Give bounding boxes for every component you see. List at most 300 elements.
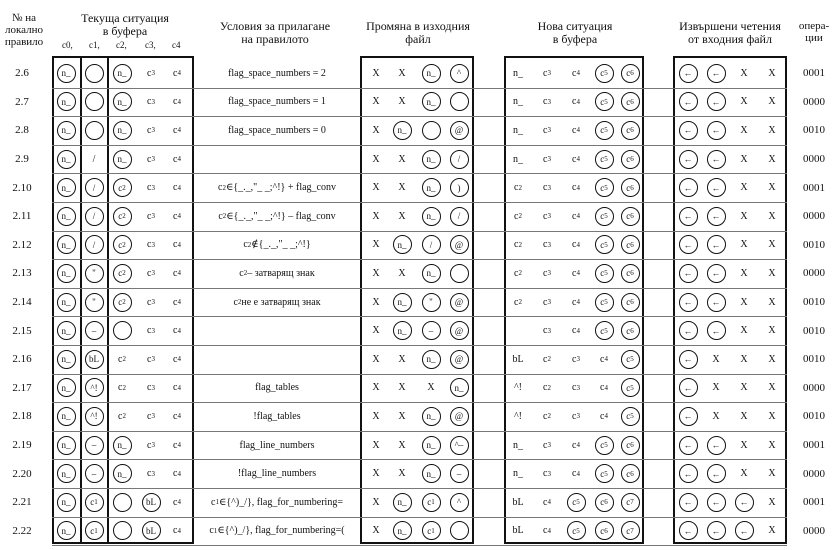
output-change-cell bbox=[390, 488, 414, 517]
circled-symbol: ← bbox=[679, 178, 698, 197]
read-cell bbox=[676, 259, 700, 288]
rule-condition: c 2 ∈{_._,"_ _;^!} – flag_conv bbox=[218, 210, 336, 222]
read-cell: X bbox=[712, 353, 720, 365]
output-change-cell bbox=[419, 459, 443, 488]
current-buffer-cell: c 3 bbox=[147, 239, 155, 251]
circled-symbol: ← bbox=[679, 293, 698, 312]
new-buffer-cell: c 2 bbox=[514, 296, 522, 308]
operation-code: 0000 bbox=[803, 153, 825, 166]
output-change-header bbox=[358, 20, 478, 46]
new-buffer-cell: c 2 bbox=[543, 410, 551, 422]
read-cell: X bbox=[740, 67, 748, 79]
rule-condition bbox=[196, 345, 358, 374]
current-buffer-cell bbox=[82, 59, 106, 88]
read-cell: X bbox=[768, 124, 776, 136]
circled-symbol bbox=[422, 121, 441, 140]
read-cell: X bbox=[740, 124, 748, 136]
circled-symbol: c 7 bbox=[621, 521, 640, 540]
output-change-cell: X bbox=[372, 439, 380, 451]
new-buffer-cell bbox=[592, 173, 616, 202]
output-change-cell: X bbox=[427, 382, 435, 394]
new-buffer-cell: bL bbox=[512, 496, 524, 508]
read-cell bbox=[676, 116, 700, 145]
rule-condition bbox=[196, 145, 358, 174]
circled-symbol: c 2 bbox=[113, 178, 132, 197]
new-buffer-cell bbox=[592, 231, 616, 260]
current-buffer-cell: c 3 bbox=[147, 267, 155, 279]
new-buffer-cell: ^! bbox=[513, 410, 523, 422]
circled-symbol bbox=[450, 92, 469, 111]
rule-number: 2.22 bbox=[12, 524, 32, 537]
current-buffer-cell: c 3 bbox=[147, 296, 155, 308]
output-change-cell bbox=[419, 402, 443, 431]
new-buffer-cell bbox=[592, 431, 616, 460]
read-cell: X bbox=[768, 410, 776, 422]
circled-symbol: c 6 bbox=[621, 207, 640, 226]
output-change-cell: X bbox=[398, 267, 406, 279]
output-change-cell bbox=[390, 231, 414, 260]
circled-symbol: c 5 bbox=[621, 378, 640, 397]
output-change-cell: X bbox=[372, 325, 380, 337]
circled-symbol: ← bbox=[707, 321, 726, 340]
current-buffer-cell: c 3 bbox=[147, 182, 155, 194]
current-buffer-cell bbox=[82, 374, 106, 403]
read-cell: X bbox=[712, 382, 720, 394]
new-buffer-cell bbox=[618, 202, 642, 231]
new-buffer-cell: c 4 bbox=[572, 267, 580, 279]
new-buffer-cell: c 3 bbox=[543, 239, 551, 251]
read-cell: X bbox=[768, 210, 776, 222]
read-cell bbox=[676, 202, 700, 231]
circled-symbol: c 5 bbox=[595, 293, 614, 312]
circled-symbol bbox=[113, 521, 132, 540]
output-change-cell bbox=[419, 488, 443, 517]
circled-symbol: c 6 bbox=[595, 493, 614, 512]
circled-symbol: – bbox=[422, 321, 441, 340]
rule-condition: c 1 ∈{^)_/}, flag_for_numbering=( bbox=[209, 525, 345, 537]
output-change-cell bbox=[419, 517, 443, 546]
new-buffer-cell bbox=[618, 259, 642, 288]
read-cell bbox=[732, 517, 756, 546]
new-buffer-cell bbox=[592, 488, 616, 517]
read-cell: X bbox=[768, 353, 776, 365]
new-buffer-cell: c 4 bbox=[572, 182, 580, 194]
current-buffer-cell: c 4 bbox=[173, 210, 181, 222]
new-buffer-cell bbox=[618, 316, 642, 345]
current-buffer-cell: / bbox=[92, 153, 96, 165]
current-buffer-cell: c 3 bbox=[147, 468, 155, 480]
output-change-cell: X bbox=[372, 296, 380, 308]
circled-symbol: n_ bbox=[393, 293, 412, 312]
read-cell bbox=[676, 88, 700, 117]
operation-code: 0010 bbox=[803, 353, 825, 366]
circled-symbol: ← bbox=[679, 407, 698, 426]
circled-symbol: n_ bbox=[57, 178, 76, 197]
current-buffer-cell bbox=[82, 259, 106, 288]
new-buffer-cell: c 3 bbox=[543, 124, 551, 136]
new-buffer-cell: c 4 bbox=[572, 325, 580, 337]
circled-symbol: bL bbox=[142, 493, 161, 512]
circled-symbol: n_ bbox=[393, 321, 412, 340]
read-cell bbox=[704, 488, 728, 517]
output-change-cell: X bbox=[372, 153, 380, 165]
circled-symbol: c 5 bbox=[595, 235, 614, 254]
circled-symbol: n_ bbox=[422, 264, 441, 283]
circled-symbol: c 6 bbox=[595, 521, 614, 540]
circled-symbol: n_ bbox=[113, 436, 132, 455]
current-buffer-cell: c 4 bbox=[173, 124, 181, 136]
current-buffer-cell bbox=[54, 374, 78, 403]
current-buffer-cell bbox=[54, 402, 78, 431]
read-cell: X bbox=[768, 382, 776, 394]
output-change-cell bbox=[447, 259, 471, 288]
new-buffer-cell bbox=[592, 88, 616, 117]
rule-number: 2.13 bbox=[12, 267, 32, 280]
circled-symbol: ^! bbox=[85, 407, 104, 426]
circled-symbol: c 6 bbox=[621, 464, 640, 483]
circled-symbol: ← bbox=[679, 121, 698, 140]
circled-symbol: – bbox=[85, 436, 104, 455]
read-cell: X bbox=[768, 325, 776, 337]
current-buffer-cell bbox=[54, 231, 78, 260]
new-buffer-cell: c 2 bbox=[543, 382, 551, 394]
rule-condition: flag_space_numbers = 1 bbox=[228, 96, 326, 108]
output-change-cell: X bbox=[398, 382, 406, 394]
rule-number: 2.21 bbox=[12, 496, 32, 509]
current-buffer-cell: c 4 bbox=[173, 296, 181, 308]
circled-symbol: n_ bbox=[57, 293, 76, 312]
rule-number: 2.12 bbox=[12, 238, 32, 251]
operation-code: 0001 bbox=[803, 496, 825, 509]
circled-symbol: n_ bbox=[57, 378, 76, 397]
new-buffer-cell: c 3 bbox=[572, 353, 580, 365]
circled-symbol: n_ bbox=[57, 436, 76, 455]
circled-symbol: ← bbox=[679, 464, 698, 483]
rule-condition bbox=[196, 316, 358, 345]
rule-condition: flag_space_numbers = 0 bbox=[228, 124, 326, 136]
output-change-cell: X bbox=[398, 182, 406, 194]
new-buffer-cell: c 3 bbox=[543, 267, 551, 279]
circled-symbol: c 1 bbox=[422, 493, 441, 512]
operations-header bbox=[790, 20, 838, 44]
current-buffer-cell: c 4 bbox=[173, 67, 181, 79]
current-buffer-cell: c 3 bbox=[147, 124, 155, 136]
circled-symbol: – bbox=[85, 464, 104, 483]
new-buffer-cell bbox=[592, 116, 616, 145]
output-change-cell bbox=[390, 116, 414, 145]
circled-symbol: n_ bbox=[113, 92, 132, 111]
circled-symbol: n_ bbox=[422, 436, 441, 455]
circled-symbol: ← bbox=[679, 235, 698, 254]
output-change-cell bbox=[447, 59, 471, 88]
current-buffer-cell: c 3 bbox=[147, 67, 155, 79]
read-cell bbox=[676, 431, 700, 460]
current-buffer-cell bbox=[110, 231, 134, 260]
read-cell: X bbox=[768, 182, 776, 194]
new-buffer-cell bbox=[506, 316, 530, 345]
conditions-header bbox=[195, 20, 355, 46]
current-buffer-cell bbox=[82, 173, 106, 202]
circled-symbol: n_ bbox=[422, 407, 441, 426]
new-buffer-cell bbox=[618, 345, 642, 374]
new-buffer-cell: c 3 bbox=[543, 296, 551, 308]
circled-symbol: ← bbox=[679, 493, 698, 512]
read-cell bbox=[676, 316, 700, 345]
read-cell bbox=[676, 59, 700, 88]
read-cell: X bbox=[740, 325, 748, 337]
rule-condition: flag_tables bbox=[255, 382, 299, 394]
current-buffer-cell: c 2 bbox=[118, 382, 126, 394]
output-change-cell bbox=[447, 116, 471, 145]
circled-symbol: n_ bbox=[422, 92, 441, 111]
current-buffer-cell bbox=[110, 116, 134, 145]
new-buffer-cell: c 4 bbox=[572, 124, 580, 136]
new-buffer-cell bbox=[618, 402, 642, 431]
operations-header-line: опера- bbox=[798, 20, 830, 32]
output-change-cell: X bbox=[398, 410, 406, 422]
circled-symbol: ← bbox=[707, 150, 726, 169]
new-buffer-cell: c 4 bbox=[572, 67, 580, 79]
read-cell bbox=[732, 488, 756, 517]
circled-symbol: n_ bbox=[57, 150, 76, 169]
output-change-cell bbox=[447, 88, 471, 117]
output-change-cell: X bbox=[372, 96, 380, 108]
circled-symbol: c 5 bbox=[595, 64, 614, 83]
new-buffer-cell: c 3 bbox=[572, 410, 580, 422]
current-buffer-cell: c 4 bbox=[173, 382, 181, 394]
read-cell: X bbox=[768, 153, 776, 165]
circled-symbol: ← bbox=[679, 264, 698, 283]
output-change-cell bbox=[447, 316, 471, 345]
circled-symbol bbox=[450, 264, 469, 283]
col-label-c3: c3, bbox=[145, 40, 156, 50]
circled-symbol: ) bbox=[450, 178, 469, 197]
output-change-cell bbox=[419, 202, 443, 231]
circled-symbol: c 1 bbox=[85, 521, 104, 540]
new-buffer-cell bbox=[592, 202, 616, 231]
new-buffer-cell bbox=[592, 288, 616, 317]
read-cell bbox=[676, 459, 700, 488]
operation-code: 0000 bbox=[803, 381, 825, 394]
circled-symbol: c 6 bbox=[621, 293, 640, 312]
circled-symbol: c 5 bbox=[595, 464, 614, 483]
new-buffer-cell: c 3 bbox=[543, 153, 551, 165]
col-label-c1: c1, bbox=[89, 40, 100, 50]
current-buffer-cell bbox=[54, 459, 78, 488]
new-buffer-cell: ^! bbox=[513, 382, 523, 394]
circled-symbol: n_ bbox=[57, 321, 76, 340]
read-cell: X bbox=[768, 439, 776, 451]
current-buffer-cell bbox=[54, 488, 78, 517]
conditions-header-line: на правилото bbox=[241, 32, 309, 46]
circled-symbol bbox=[85, 92, 104, 111]
circled-symbol: ← bbox=[679, 436, 698, 455]
current-buffer-cell bbox=[54, 316, 78, 345]
read-cell: X bbox=[740, 353, 748, 365]
circled-symbol: ← bbox=[707, 264, 726, 283]
read-cell bbox=[704, 116, 728, 145]
new-buffer-cell: c 2 bbox=[543, 353, 551, 365]
circled-symbol: n_ bbox=[57, 121, 76, 140]
new-buffer-cell: c 4 bbox=[572, 296, 580, 308]
new-buffer-cell bbox=[618, 374, 642, 403]
rule-number: 2.7 bbox=[15, 95, 29, 108]
read-cell bbox=[676, 145, 700, 174]
output-change-cell: X bbox=[398, 353, 406, 365]
operation-code: 0010 bbox=[803, 296, 825, 309]
row-divider bbox=[52, 545, 787, 546]
current-buffer-cell: c 4 bbox=[173, 410, 181, 422]
current-buffer-cell: c 4 bbox=[173, 267, 181, 279]
read-cell bbox=[704, 59, 728, 88]
new-buffer-cell bbox=[618, 231, 642, 260]
output-change-cell: X bbox=[372, 182, 380, 194]
output-change-cell bbox=[419, 231, 443, 260]
circled-symbol: ← bbox=[679, 521, 698, 540]
current-buffer-cell: c 2 bbox=[118, 410, 126, 422]
read-cell bbox=[704, 431, 728, 460]
operation-code: 0001 bbox=[803, 181, 825, 194]
current-buffer-cell: c 4 bbox=[173, 496, 181, 508]
circled-symbol: @ bbox=[450, 350, 469, 369]
read-cell: X bbox=[768, 239, 776, 251]
circled-symbol: n_ bbox=[113, 464, 132, 483]
circled-symbol: n_ bbox=[57, 350, 76, 369]
rule-condition: c 1 ∈{^)_/}, flag_for_numbering= bbox=[211, 496, 343, 508]
circled-symbol: n_ bbox=[113, 121, 132, 140]
output-change-cell bbox=[447, 145, 471, 174]
new-buffer-cell: n_ bbox=[513, 439, 523, 451]
new-buffer-cell bbox=[618, 488, 642, 517]
new-buffer-cell: c 4 bbox=[572, 210, 580, 222]
circled-symbol: n_ bbox=[393, 121, 412, 140]
circled-symbol: / bbox=[85, 235, 104, 254]
circled-symbol: c 6 bbox=[621, 92, 640, 111]
read-cell bbox=[704, 88, 728, 117]
new-buffer-cell: c 3 bbox=[543, 67, 551, 79]
circled-symbol: bL bbox=[85, 350, 104, 369]
circled-symbol: n_ bbox=[57, 464, 76, 483]
read-cell: X bbox=[740, 182, 748, 194]
circled-symbol: c 6 bbox=[621, 150, 640, 169]
current-buffer-cell bbox=[54, 431, 78, 460]
new-buffer-cell bbox=[564, 488, 588, 517]
current-buffer-cell: c 4 bbox=[173, 153, 181, 165]
new-buffer-cell: c 3 bbox=[543, 439, 551, 451]
current-buffer-cell: c 4 bbox=[173, 439, 181, 451]
new-buffer-cell: c 4 bbox=[572, 439, 580, 451]
output-change-cell bbox=[447, 402, 471, 431]
read-cell bbox=[704, 288, 728, 317]
circled-symbol: n_ bbox=[57, 64, 76, 83]
read-cell: X bbox=[740, 239, 748, 251]
circled-symbol: ← bbox=[707, 293, 726, 312]
circled-symbol: – bbox=[85, 321, 104, 340]
circled-symbol: @ bbox=[450, 121, 469, 140]
circled-symbol: c 5 bbox=[621, 407, 640, 426]
new-buffer-cell: n_ bbox=[513, 153, 523, 165]
output-change-header-line: файл bbox=[405, 32, 431, 46]
circled-symbol: n_ bbox=[422, 64, 441, 83]
new-buffer-cell: c 4 bbox=[572, 239, 580, 251]
operation-code: 0010 bbox=[803, 410, 825, 423]
output-change-cell bbox=[419, 288, 443, 317]
rule-number-header-line: локално bbox=[4, 24, 44, 36]
output-change-cell bbox=[447, 431, 471, 460]
output-change-cell: X bbox=[372, 267, 380, 279]
current-buffer-cell bbox=[54, 259, 78, 288]
circled-symbol: bL bbox=[142, 521, 161, 540]
reads-header bbox=[668, 20, 792, 46]
output-change-cell: X bbox=[372, 496, 380, 508]
new-buffer-cell: c 4 bbox=[572, 96, 580, 108]
output-change-cell bbox=[447, 459, 471, 488]
output-change-cell bbox=[419, 59, 443, 88]
rule-condition: flag_space_numbers = 2 bbox=[228, 67, 326, 79]
circled-symbol: @ bbox=[450, 235, 469, 254]
circled-symbol: ← bbox=[707, 121, 726, 140]
current-buffer-cell: c 4 bbox=[173, 239, 181, 251]
circled-symbol: c 5 bbox=[567, 493, 586, 512]
output-change-cell bbox=[419, 88, 443, 117]
current-buffer-cell bbox=[54, 88, 78, 117]
current-buffer-header-line: Текуща ситуация bbox=[81, 11, 169, 25]
output-change-cell bbox=[390, 288, 414, 317]
new-buffer-cell bbox=[592, 316, 616, 345]
output-change-cell bbox=[447, 202, 471, 231]
reads-header-line: Извършени четения bbox=[679, 19, 781, 33]
output-change-cell: X bbox=[398, 67, 406, 79]
rule-number: 2.6 bbox=[15, 67, 29, 80]
current-buffer-cell: c 4 bbox=[173, 525, 181, 537]
current-buffer-cell: c 4 bbox=[173, 96, 181, 108]
output-change-cell bbox=[447, 231, 471, 260]
circled-symbol: ← bbox=[707, 436, 726, 455]
circled-symbol: ← bbox=[679, 150, 698, 169]
read-cell: X bbox=[740, 382, 748, 394]
circled-symbol: ← bbox=[679, 64, 698, 83]
read-cell bbox=[676, 345, 700, 374]
output-change-cell: X bbox=[372, 525, 380, 537]
current-buffer-cell bbox=[82, 402, 106, 431]
current-buffer-header-line: в буфера bbox=[102, 24, 148, 38]
new-buffer-cell: c 2 bbox=[514, 182, 522, 194]
circled-symbol: ← bbox=[679, 92, 698, 111]
circled-symbol: ← bbox=[707, 64, 726, 83]
current-buffer-cell bbox=[110, 517, 134, 546]
output-change-cell: X bbox=[372, 410, 380, 422]
current-buffer-cell: c 3 bbox=[147, 353, 155, 365]
new-buffer-cell: c 4 bbox=[543, 525, 551, 537]
read-cell: X bbox=[740, 439, 748, 451]
current-buffer-cell bbox=[110, 316, 134, 345]
current-buffer-cell bbox=[82, 88, 106, 117]
current-columns-header bbox=[0, 40, 200, 54]
circled-symbol: ← bbox=[735, 493, 754, 512]
circled-symbol: c 5 bbox=[595, 436, 614, 455]
read-cell bbox=[704, 259, 728, 288]
current-buffer-cell bbox=[54, 145, 78, 174]
circled-symbol: n_ bbox=[113, 150, 132, 169]
circled-symbol: c 6 bbox=[621, 321, 640, 340]
current-buffer-cell bbox=[110, 288, 134, 317]
read-cell bbox=[676, 402, 700, 431]
output-change-cell: X bbox=[398, 153, 406, 165]
current-buffer-cell bbox=[139, 517, 163, 546]
output-change-cell bbox=[419, 431, 443, 460]
circled-symbol: n_ bbox=[422, 464, 441, 483]
circled-symbol: n_ bbox=[57, 493, 76, 512]
